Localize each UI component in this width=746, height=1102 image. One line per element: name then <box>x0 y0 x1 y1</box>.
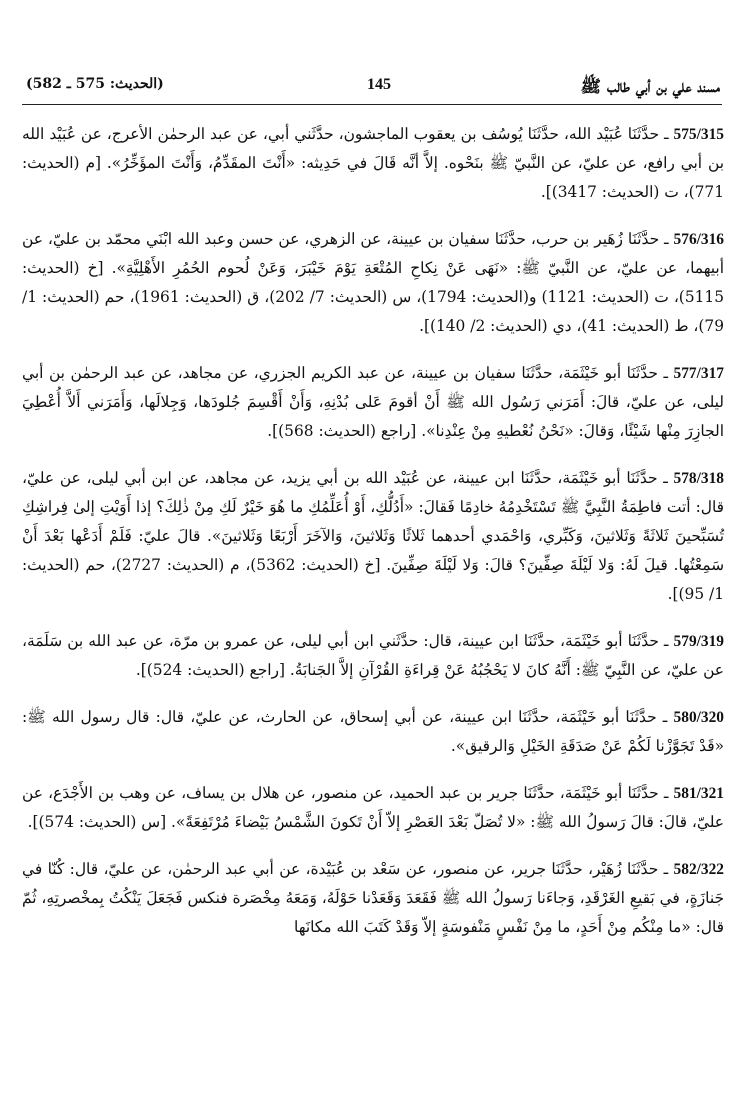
hadith-text: ـ حدَّثَنَا أبو خَيْثَمَة، حدَّثَنَا ابن عيينة، قال: حدَّثَني ابن أبي ليلى، عن عمرو بن مرّة، عن عبد الله بن سَلَمَة، عن عليّ، عن النَّبِيّ ﷺ: أَنَّهُ كانَ لا يَحْجُبُهُ عَنْ قِراءَةِ القُرْآنِ إلاَّ الجَنابَةُ. [راجع (الحديث: 524)]. <box>22 632 724 679</box>
book-title: مسند علي بن أبي طالب ﷺ <box>580 77 720 97</box>
hadith-text: ـ حدَّثَنَا زُهَير بن حرب، حدَّثَنَا سفيان بن عيينة، عن الزهري، عن حسن وعبد الله ابْنَي محمّد بن عليّ، عن أبيهما، عن عليّ، عن النَّبيّ ﷺ: «نَهَى عَنْ نِكاحِ المُتْعَةِ يَوْمَ خَيْبَرَ، وَعَنْ لُحوم الحُمُرِ الأَهْلِيَّةِ». [خ (الحديث: 5115)، ت (الحديث: 1121) و(الحديث: 1794)، س (الحديث: 7/ 202)، ق (الحديث: 1961)، حم (الحديث: 1/ 79)، ط (الحديث: 41)، دي (الحديث: 2/ 140)]. <box>22 230 724 335</box>
hadith-text: ـ حدَّثَنَا زُهَيْر، حدَّثَنَا جرير، عن منصور، عن سَعْد بن عُبَيْدة، عن أبي عبد الرحمٰن، عن عليّ، قال: كُنّا في جَنازَةٍ، في بَقيعِ الغَرْقَدِ، وَجاءَنا رَسولُ الله ﷺ فَقَعَدَ وَقَعَدْنا حَوْلَهُ، وَمَعَهُ مِخْصَرة فنكس فَجَعَلَ يَنْكُتُ بِمخْصرتِهِ، ثُمّ قال: «ما مِنْكُم مِنْ أَحَدٍ، ما مِنْ نَفْسٍ مَنْفوسَةٍ إلاّ وَقَدْ كَتَبَ الله مكانَها <box>22 860 724 936</box>
hadith-number: 575/315 <box>673 126 724 143</box>
hadith-number: 578/318 <box>673 470 724 487</box>
hadith-581 <box>22 779 724 837</box>
hadith-number: 582/322 <box>673 861 724 878</box>
hadith-number: 579/319 <box>673 633 724 650</box>
hadith-number: 580/320 <box>673 709 724 726</box>
hadith-579 <box>22 627 724 685</box>
header-divider <box>22 104 722 105</box>
hadith-582 <box>22 855 724 942</box>
hadith-577 <box>22 359 724 446</box>
hadith-list <box>22 120 724 960</box>
hadith-580 <box>22 703 724 761</box>
page-number: 145 <box>367 76 391 93</box>
hadith-text: ـ حدَّثَنَا أبو خَيْثَمَة، حدَّثَنَا ابن عيينة، عن عُبَيْد الله بن أبي يزيد، عن مجاهد، عن ابن أبي ليلى، عن عليّ، قال: أتت فاطِمَةُ النَّبِيَّ ﷺ تَسْتَخْدِمُهُ خادِمًا فَقالَ: «أَدُلُّكِ، أَوْ أُعَلِّمُكِ ما هُوَ خَيْرٌ لَكِ مِنْ ذٰلِكَ؟ إذا أَوَيْتِ إلىٰ فِراشِكِ تُسَبِّحينَ ثَلاثَةً وَثَلاثينَ، وَكَبِّري، وَاحْمَدي أحدهما ثَلاثًا وَثَلاثينَ، وَالآخَرَ أَرْبَعًا وَثَلاثينَ». قالَ عليّ: فَلَمْ أَدَعْها بَعْدَ أَنْ سَمِعْتُها. قيلَ لَهُ: وَلا لَيْلَةَ صِفِّينَ؟ قالَ: وَلا لَيْلَةَ صِفِّينَ. [خ (الحديث: 5362)، م (الحديث: 2727)، حم (الحديث: 1/ 95)]. <box>22 469 724 603</box>
hadith-number: 581/321 <box>673 785 724 802</box>
hadith-575 <box>22 120 724 207</box>
hadith-578 <box>22 464 724 609</box>
hadith-text: ـ حدَّثَنَا أبو خَيْثَمَة، حدَّثَنَا جرير بن عبد الحميد، عن منصور، عن هلال بن يساف، عن وهب بن الأَجْدَع، عن عليّ، قالَ: قالَ رَسولُ الله ﷺ: «لا تُصَلّ بَعْدَ العَصْرِ إلاّ أَنْ تَكونَ الشَّمْسُ بَيْضاءَ مُرْتَفِعَةً». [س (الحديث: 574)]. <box>22 784 724 831</box>
running-header <box>22 70 722 110</box>
hadith-576 <box>22 225 724 341</box>
hadith-text: ـ حدَّثَنَا عُبَيْد الله، حدَّثَنَا يُوسُف بن يعقوب الماجشون، حدَّثَني أبي، عن عبد الرحمٰن الأعرج، عن عُبَيْد الله بن أبي رافع، عن عليّ، عن النَّبيّ ﷺ بنَحْوه. إلاَّ أنَّه قَالَ في حَدِيثه: «أَنْتَ المقَدِّمُ، وَأَنْتَ المؤَخِّرُ». [م (الحديث: 771)، ت (الحديث: 3417)]. <box>22 125 724 201</box>
hadith-range: (الحديث: 575 ـ 582) <box>26 76 164 92</box>
hadith-number: 576/316 <box>673 231 724 248</box>
hadith-text: ـ حدَّثَنَا أبو خَيْثَمَة، حدَّثَنَا سفيان بن عيينة، عن عبد الكريم الجزري، عن مجاهد، عن عبد الرحمٰن بن أبي ليلى، عن عليّ، قالَ: أَمَرَني رَسُول الله ﷺ أَنْ أقومَ عَلى بُدْنِهِ، وَأَنْ أَقْسِمَ جُلودَها، وَجِلالَها، وَأَمَرَني أَلاَّ أُعْطِيَ الجازِرَ مِنْها شَيْئًا، وَقالَ: «نَحْنُ نُعْطيهِ مِنْ عِنْدِنا». [راجع (الحديث: 568)]. <box>22 364 724 440</box>
hadith-number: 577/317 <box>673 365 724 382</box>
hadith-text: ـ حدَّثَنَا أبو خَيْثَمَة، حدَّثَنَا ابن عيينة، عن أبي إسحاق، عن الحارث، عن عليّ، قال: قال رسول الله ﷺ: «قَدْ تَجَوَّزْنا لَكُمْ عَنْ صَدَقَةِ الخَيْلِ وَالرقيق». <box>22 708 724 755</box>
